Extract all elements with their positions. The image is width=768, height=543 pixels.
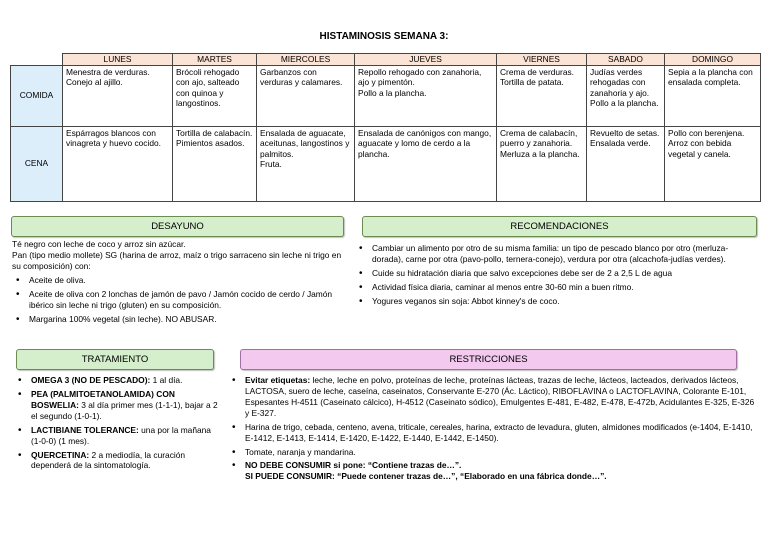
menu-cell: Garbanzos con verduras y calamares.	[257, 65, 355, 126]
recomendaciones-list	[355, 243, 755, 307]
list-item: • Actividad física diaria, caminar al menos entre 30-60 min a buen ritmo.	[355, 282, 755, 293]
menu-cell: Sepia a la plancha con ensalada completa.	[665, 65, 761, 126]
restricciones-list	[228, 375, 756, 482]
day-header: LUNES	[63, 54, 173, 66]
list-item	[228, 375, 756, 419]
item-bold: NO DEBE CONSUMIR si pone: “Contiene trazas de…”.	[245, 460, 462, 471]
menu-cell: Brócoli rehogado con ajo, salteado con quinoa y langostinos.	[173, 65, 257, 126]
menu-cell: Pollo con berenjena. Arroz con bebida vegetal y canela.	[665, 126, 761, 201]
list-item	[228, 460, 756, 482]
day-header: DOMINGO	[665, 54, 761, 66]
desayuno-section	[12, 239, 350, 327]
menu-cell: Ensalada de aguacate, aceitunas, langostinos y palmitos. Fruta.	[257, 126, 355, 201]
list-item: • Cuide su hidratación diaria que salvo excepciones debe ser de 2 a 2,5 L de agua	[355, 268, 755, 279]
recomendaciones-heading: RECOMENDACIONES	[362, 216, 757, 237]
day-header-row	[11, 54, 761, 66]
menu-cell: Crema de verduras. Tortilla de patata.	[497, 65, 587, 126]
list-item: • Yogures veganos sin soja: Abbot kinney's de coco.	[355, 296, 755, 307]
desayuno-heading: DESAYUNO	[11, 216, 344, 237]
menu-cell: Revuelto de setas. Ensalada verde.	[587, 126, 665, 201]
item-bold: OMEGA 3 (NO DE PESCADO):	[31, 375, 151, 385]
corner-cell	[11, 54, 63, 66]
list-item: • Harina de trigo, cebada, centeno, avena, triticale, cereales, harina, extracto de levadura, gluten, almidones modificados (e-1404, E-1410, E-1412, E-1413, E-1414, E-1420, E-1422, E-1440, E-1442, E-1450).	[228, 422, 756, 444]
list-item	[14, 375, 220, 386]
cena-row	[11, 126, 761, 201]
day-header: SABADO	[587, 54, 665, 66]
item-bold: Evitar etiquetas:	[245, 375, 311, 385]
tratamiento-list	[14, 375, 220, 471]
list-item: • Aceite de oliva.	[12, 275, 350, 286]
item-bold: PEA (PALMITOETANOLAMIDA) CON BOSWELIA:	[31, 388, 175, 410]
list-item: • Tomate, naranja y mandarina.	[228, 447, 756, 458]
day-header: MARTES	[173, 54, 257, 66]
list-item: • Aceite de oliva con 2 lonchas de jamón de pavo / Jamón cocido de cerdo / Jamón ibérico sin leche ni trigo (gluten) en su composición.	[12, 289, 350, 311]
recomendaciones-section	[355, 243, 755, 310]
page-title: HISTAMINOSIS SEMANA 3:	[319, 31, 449, 42]
item-bold: SI PUEDE CONSUMIR: “Puede contener trazas de…”, “Elaborado en una fábrica donde…”.	[245, 471, 607, 482]
item-text: una por la mañana (1-0-0) (1 mes).	[31, 424, 211, 446]
tratamiento-heading: TRATAMIENTO	[16, 349, 214, 370]
row-label-comida: COMIDA	[11, 65, 63, 126]
day-header: MIERCOLES	[257, 54, 355, 66]
menu-cell: Repollo rehogado con zanahoria, ajo y pimentón. Pollo a la plancha.	[355, 65, 497, 126]
weekly-menu-table	[10, 53, 761, 202]
item-text: 2 a mediodía, la curación dependerá de la sintomatología.	[31, 449, 186, 471]
menu-cell: Judías verdes rehogadas con zanahoria y ajo. Pollo a la plancha.	[587, 65, 665, 126]
day-header: JUEVES	[355, 54, 497, 66]
desayuno-line: Té negro con leche de coco y arroz sin azúcar.	[12, 239, 186, 249]
item-text: leche, leche en polvo, proteínas de leche, proteínas lácteas, trazas de leche, lácteos, lacteados, derivados lácteos, LACTOSA, suero de leche, caseína, caseinatos, Conservante E-270 (Ác. Láctico), RIBOFLAVINA o LACTOFLAVINA, Colorante E-101, Espesantes H-4511 (Caseinato cálcico), H-4512 (Caseinato sódico), Emulgentes E-481, E-482, E-478, E-472b, Acidulantes E-325, E-326 y E-327.	[245, 375, 755, 418]
restricciones-heading: RESTRICCIONES	[240, 349, 737, 370]
desayuno-line: Pan (tipo medio mollete) SG (harina de arroz, maíz o trigo sarraceno sin leche ni trigo en su composición) con:	[12, 249, 342, 271]
item-bold: LACTIBIANE TOLERANCE:	[31, 424, 139, 435]
list-item	[14, 425, 220, 447]
item-text: 1 al día.	[150, 375, 183, 385]
desayuno-list	[12, 275, 350, 325]
restricciones-section	[228, 375, 756, 485]
row-label-cena: CENA	[11, 126, 63, 201]
menu-cell: Espárragos blancos con vinagreta y huevo cocido.	[63, 126, 173, 201]
list-item: • Margarina 100% vegetal (sin leche). NO ABUSAR.	[12, 314, 350, 325]
menu-cell: Crema de calabacín, puerro y zanahoria. Merluza a la plancha.	[497, 126, 587, 201]
list-item	[14, 389, 220, 422]
menu-cell: Ensalada de canónigos con mango, aguacate y lomo de cerdo a la plancha.	[355, 126, 497, 201]
item-text: 3 al día primer mes (1-1-1), bajar a 2 el segundo (1-0-1).	[31, 399, 218, 421]
tratamiento-section	[14, 375, 220, 474]
list-item: • Cambiar un alimento por otro de su misma familia: un tipo de pescado blanco por otro (merluza-dorada), carne por otra (pavo-pollo, ternera-conejo), verdura por otra (alcachofa-judías verdes).	[355, 243, 755, 265]
day-header: VIERNES	[497, 54, 587, 66]
menu-cell: Tortilla de calabacín. Pimientos asados.	[173, 126, 257, 201]
comida-row	[11, 65, 761, 126]
menu-cell: Menestra de verduras. Conejo al ajillo.	[63, 65, 173, 126]
list-item	[14, 450, 220, 472]
item-bold: QUERCETINA:	[31, 449, 90, 460]
